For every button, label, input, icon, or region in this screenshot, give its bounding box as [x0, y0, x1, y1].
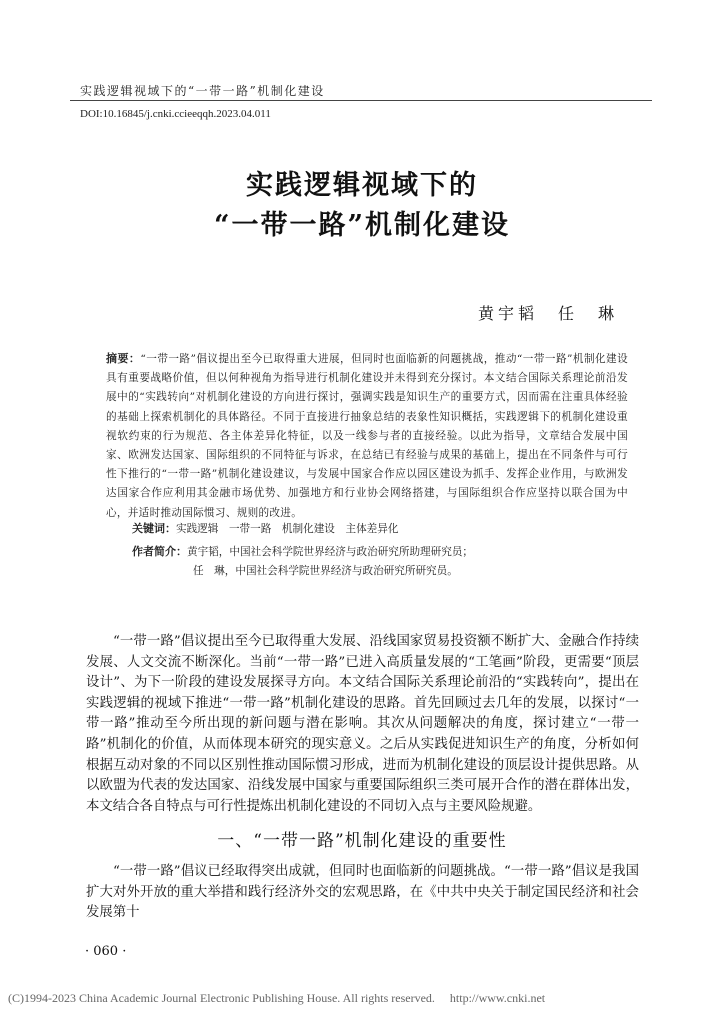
authors: 黄宇韬 任 琳: [477, 304, 618, 323]
body-paragraph-1: “一带一路”倡议提出至今已取得重大发展、沿线国家贸易投资额不断扩大、金融合作持续发展、人文交流不断深化。当前“一带一路”已进入高质量发展的“工笔画”阶段，更需要“顶层设计”、为下一阶段的建设发展探寻方向。本文结合国际关系理论前沿的“实践转向”，提出在实践逻辑的视域下推进“一带一路”机制化建设的思路。首先回顾过去几年的发展，以探讨“一带一路”推动至今所出现的新问题与潜在影响。其次从问题解决的角度，探讨建立“一带一路”机制化的价值，从而体现本研究的现实意义。之后从实践促进知识生产的角度，分析如何根据互动对象的不同以区别性推动国际惯习形成，进而为机制化建设的顶层设计提供思路。从以欧盟为代表的发达国家、沿线发展中国家与重要国际组织三类可展开合作的潜在群体出发，本文结合各自特点与可行性提炼出机制化建设的不同切入点与主要风险规避。: [86, 634, 639, 814]
title-line-1: 实践逻辑视域下的: [246, 170, 478, 201]
abstract: [106, 349, 628, 523]
bio-line-2: 任 琳，中国社会科学院世界经济与政治研究所研究员。: [193, 565, 458, 577]
keywords: [132, 520, 398, 536]
header-rule: [70, 100, 652, 101]
page-number: · 060 ·: [85, 944, 127, 959]
copyright-footer: (C)1994-2023 China Academic Journal Electronic Publishing House. All rights reserved. http://www.cnki.net: [8, 991, 546, 1005]
section-heading: 一、“一带一路”机制化建设的重要性: [217, 831, 507, 851]
title-line-2: “一带一路”机制化建设: [213, 210, 511, 241]
bio-label: 作者简介：: [132, 545, 187, 558]
abstract-text: “一带一路”倡议提出至今已取得重大进展，但同时也面临新的问题挑战，推动“一带一路”机制化建设具有重要战略价值，但以何种视角为指导进行机制化建设并未得到充分探讨。本文结合国际关系理论前沿发展中的“实践转向”对机制化建设的方向进行探讨，强调实践是知识生产的重要方式，因而需在注重具体经验的基础上探索机制化的具体路径。不同于直接进行抽象总结的表象性知识概括，实践逻辑下的机制化建设重视软约束的行为规范、各主体差异化特征，以及一线参与者的直接经验。以此为指导，文章结合发展中国家、欧洲发达国家、国际组织的不同特征与诉求，在总结已有经验与成果的基础上，提出在不同条件与可行性下推行的“一带一路”机制化建设建议，与发展中国家合作应以园区建设为抓手、发挥企业作用，与欧洲发达国家合作应利用其金融市场优势、加强地方和行业协会网络搭建，与国际组织合作应坚持以联合国为中心，并适时推动国际惯习、规则的改进。: [106, 353, 628, 519]
author-bio: [132, 543, 473, 559]
running-head: 实践逻辑视域下的“一带一路”机制化建设: [80, 84, 325, 98]
body-paragraph-2: “一带一路”倡议已经取得突出成就，但同时也面临新的问题挑战。“一带一路”倡议是我国扩大对外开放的重大举措和践行经济外交的宏观思路，在《中共中央关于制定国民经济和社会发展第十: [86, 864, 639, 921]
keywords-label: 关键词：: [132, 522, 176, 535]
keywords-text: 实践逻辑 一带一路 机制化建设 主体差异化: [176, 523, 399, 535]
doi: DOI:10.16845/j.cnki.ccieeqqh.2023.04.011: [80, 108, 271, 120]
bio-line-1: 黄宇韬，中国社会科学院世界经济与政治研究所助理研究员；: [187, 546, 474, 558]
abstract-label: 摘要：: [106, 352, 141, 365]
